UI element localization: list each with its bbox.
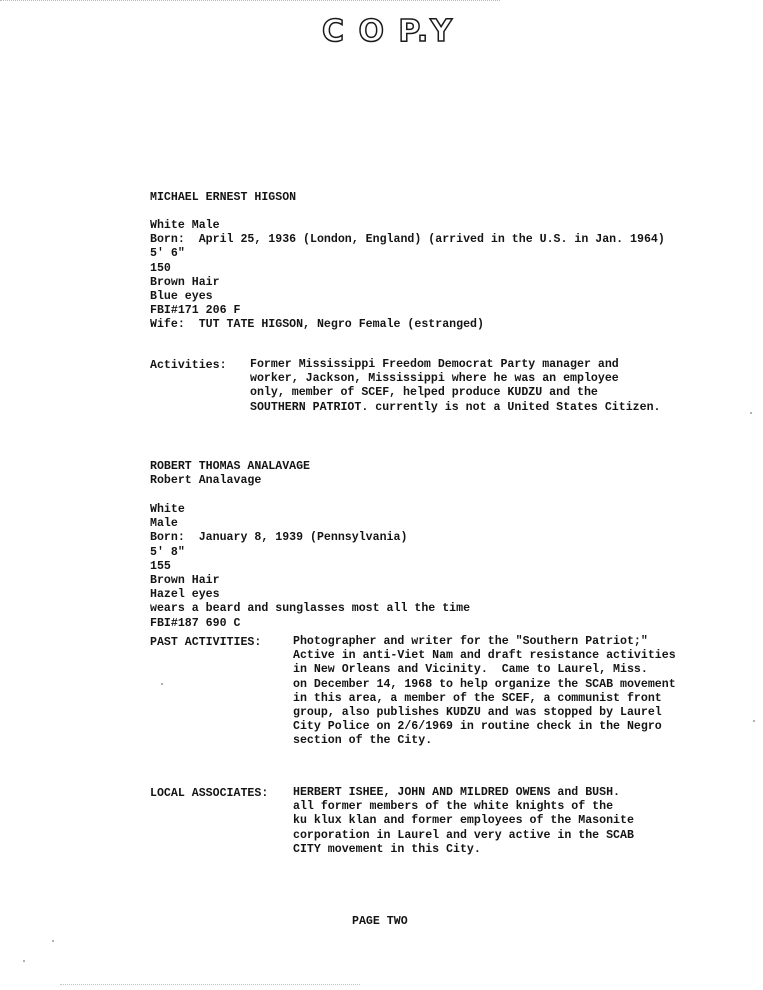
activity-line: SOUTHERN PATRIOT. currently is not a United States Citizen. bbox=[250, 400, 661, 414]
subject-2-activities bbox=[293, 635, 676, 749]
subject-1-activities-label: Activities: bbox=[150, 359, 227, 372]
associate-line: HERBERT ISHEE, JOHN AND MILDRED OWENS and BUSH. bbox=[293, 786, 620, 799]
scan-speck bbox=[23, 960, 25, 962]
detail-line: Brown Hair bbox=[150, 275, 220, 289]
subject-1-activities bbox=[250, 358, 661, 415]
subject-1-details bbox=[150, 219, 665, 333]
detail-line: White Male bbox=[150, 219, 220, 232]
detail-line: Hazel eyes bbox=[150, 588, 220, 602]
detail-line: White bbox=[150, 503, 185, 516]
detail-line: Blue eyes bbox=[150, 290, 213, 304]
scan-speck bbox=[753, 720, 755, 722]
activity-line: in New Orleans and Vicinity. Came to Laurel, Miss. bbox=[293, 663, 648, 677]
activity-line: Photographer and writer for the "Southern Patriot;" bbox=[293, 635, 648, 648]
activity-line: only, member of SCEF, helped produce KUDZU and the bbox=[250, 386, 598, 400]
scan-speck bbox=[52, 940, 54, 942]
activity-line: in this area, a member of the SCEF, a communist front bbox=[293, 691, 662, 705]
detail-line: FBI#187 690 C bbox=[150, 616, 241, 630]
associate-line: all former members of the white knights of the bbox=[293, 800, 614, 814]
activity-line: worker, Jackson, Mississippi where he was an employee bbox=[250, 372, 619, 386]
activity-line: section of the City. bbox=[293, 734, 433, 748]
detail-line: FBI#171 206 F bbox=[150, 304, 241, 318]
subject-1-name: MICHAEL ERNEST HIGSON bbox=[150, 191, 297, 204]
associate-line: CITY movement in this City. bbox=[293, 842, 481, 856]
detail-line: wears a beard and sunglasses most all the time bbox=[150, 602, 471, 616]
activity-line: City Police on 2/6/1969 in routine check in the Negro bbox=[293, 720, 662, 734]
detail-line: Male bbox=[150, 517, 178, 531]
detail-line: Born: April 25, 1936 (London, England) (arrived in the U.S. in Jan. 1964) bbox=[150, 233, 665, 247]
scan-speck bbox=[750, 412, 752, 414]
associate-line: ku klux klan and former employees of the Masonite bbox=[293, 814, 634, 828]
subject-2-name: ROBERT THOMAS ANALAVAGE bbox=[150, 460, 311, 473]
associate-line: corporation in Laurel and very active in the SCAB bbox=[293, 828, 634, 842]
page-number-label: PAGE TWO bbox=[352, 915, 408, 928]
copy-stamp-title: C O P.Y bbox=[322, 14, 455, 49]
detail-line: Born: January 8, 1939 (Pennsylvania) bbox=[150, 531, 408, 545]
subject-2-details bbox=[150, 503, 470, 631]
subject-2-activities-label: PAST ACTIVITIES: bbox=[150, 636, 262, 649]
subject-2-alias: Robert Analavage bbox=[150, 474, 262, 487]
activity-line: on December 14, 1968 to help organize the SCAB movement bbox=[293, 677, 676, 691]
bottom-edge-dots bbox=[60, 984, 360, 985]
activity-line: Active in anti-Viet Nam and draft resistance activities bbox=[293, 649, 676, 663]
subject-2-associates-label: LOCAL ASSOCIATES: bbox=[150, 787, 269, 800]
subject-2-associates bbox=[293, 786, 634, 857]
detail-line: 155 bbox=[150, 559, 171, 573]
activity-line: Former Mississippi Freedom Democrat Party manager and bbox=[250, 358, 619, 371]
detail-line: Brown Hair bbox=[150, 574, 220, 588]
detail-line: 5' 8" bbox=[150, 545, 185, 559]
scan-speck bbox=[161, 683, 163, 685]
detail-line: 5' 6" bbox=[150, 247, 185, 261]
activity-line: group, also publishes KUDZU and was stopped by Laurel bbox=[293, 706, 662, 720]
detail-line: Wife: TUT TATE HIGSON, Negro Female (estranged) bbox=[150, 318, 484, 332]
top-edge-dots bbox=[0, 0, 500, 1]
detail-line: 150 bbox=[150, 261, 171, 275]
